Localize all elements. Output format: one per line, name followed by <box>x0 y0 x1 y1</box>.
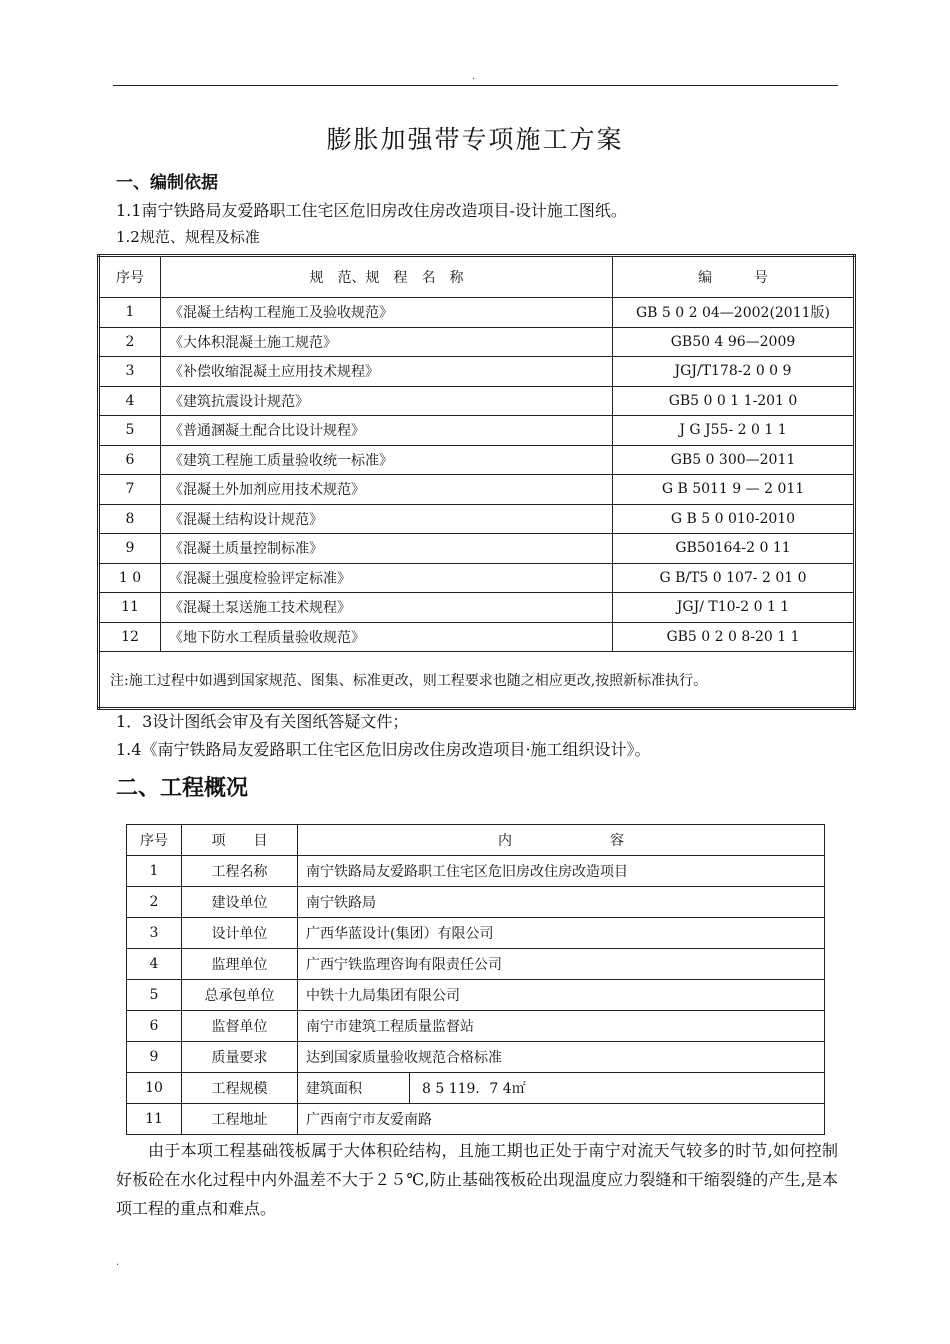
row-number: 5 <box>127 980 182 1011</box>
item-label: 质量要求 <box>182 1042 298 1073</box>
item-label: 工程名称 <box>182 856 298 887</box>
building-area-label: 建筑面积 <box>298 1073 410 1104</box>
table-row <box>99 504 855 534</box>
table-row <box>127 887 825 918</box>
item-label: 监理单位 <box>182 949 298 980</box>
row-number: 5 <box>99 416 161 446</box>
row-number: 4 <box>99 386 161 416</box>
item-content: 南宁铁路局友爱路职工住宅区危旧房改住房改造项目 <box>298 856 825 887</box>
standard-name: 《混凝土质量控制标准》 <box>161 534 613 564</box>
table-row <box>127 1042 825 1073</box>
standard-code: J G J55- 2 0 1 1 <box>613 416 855 446</box>
row-number: 11 <box>127 1104 182 1135</box>
section1-heading: 一、编制依据 <box>116 173 218 193</box>
standard-name: 《大体积混凝土施工规范》 <box>161 327 613 357</box>
section1-item3: 1．3设计图纸会审及有关图纸答疑文件； <box>116 712 409 731</box>
table-row <box>127 980 825 1011</box>
item-label: 工程地址 <box>182 1104 298 1135</box>
standards-table-header <box>99 256 855 298</box>
section1-item1: 1.1南宁铁路局友爱路职工住宅区危旧房改住房改造项目-设计施工图纸。 <box>116 201 627 220</box>
row-number: 2 <box>127 887 182 918</box>
section2-heading: 二、工程概况 <box>116 776 249 801</box>
document-title: 膨胀加强带专项施工方案 <box>326 125 624 154</box>
section1-item2: 1.2规范、规程及标准 <box>116 228 260 246</box>
standard-code: G B 5 0 010-2010 <box>613 504 855 534</box>
table-row <box>99 357 855 387</box>
table-row <box>127 1011 825 1042</box>
row-number: 10 <box>127 1073 182 1104</box>
section1-item4: 1.4《南宁铁路局友爱路职工住宅区危旧房改住房改造项目·施工组织设计》。 <box>116 740 651 759</box>
table-row <box>99 475 855 505</box>
table-row <box>99 534 855 564</box>
header-cell: 序号 <box>127 825 182 856</box>
standard-name: 《地下防水工程质量验收规范》 <box>161 622 613 652</box>
standard-name: 《普通溷凝土配合比设计规程》 <box>161 416 613 446</box>
row-number: 3 <box>99 357 161 387</box>
item-label: 建设单位 <box>182 887 298 918</box>
standard-code: G B/T5 0 107- 2 01 0 <box>613 563 855 593</box>
header-dot: . <box>472 71 476 82</box>
row-number: 4 <box>127 949 182 980</box>
row-number: 1 <box>99 298 161 328</box>
item-label: 工程规模 <box>182 1073 298 1104</box>
standard-code: GB50164-2 0 11 <box>613 534 855 564</box>
standard-name: 《建筑抗震设计规范》 <box>161 386 613 416</box>
row-number: 1 0 <box>99 563 161 593</box>
header-cell: 项 目 <box>182 825 298 856</box>
standard-code: GB 5 0 2 04—2002(2011版) <box>613 298 855 328</box>
table-row <box>99 386 855 416</box>
table-row <box>127 918 825 949</box>
item-content: 广西华蓝设计(集团）有限公司 <box>298 918 825 949</box>
table-row <box>99 298 855 328</box>
item-content: 广西南宁市友爱南路 <box>298 1104 825 1135</box>
item-label: 监督单位 <box>182 1011 298 1042</box>
overview-table-header <box>127 825 825 856</box>
row-number: 6 <box>99 445 161 475</box>
table-note-row <box>99 652 855 709</box>
standard-code: GB50 4 96—2009 <box>613 327 855 357</box>
standard-code: GB5 0 0 1 1-201 0 <box>613 386 855 416</box>
standards-table <box>97 254 856 710</box>
item-content: 广西宁铁监理咨询有限责任公司 <box>298 949 825 980</box>
standard-name: 《混凝土泵送施工技术规程》 <box>161 593 613 623</box>
item-content: 南宁铁路局 <box>298 887 825 918</box>
table-row <box>127 1073 825 1104</box>
row-number: 1 <box>127 856 182 887</box>
table-row <box>99 563 855 593</box>
header-cell: 内 容 <box>298 825 825 856</box>
building-area-value: 8 5 119．7 4㎡ <box>410 1073 825 1104</box>
item-content: 达到国家质量验收规范合格标准 <box>298 1042 825 1073</box>
table-row <box>99 593 855 623</box>
row-number: 9 <box>99 534 161 564</box>
row-number: 12 <box>99 622 161 652</box>
table-row <box>99 445 855 475</box>
item-content: 南宁市建筑工程质量监督站 <box>298 1011 825 1042</box>
standard-name: 《混凝土外加剂应用技术规范》 <box>161 475 613 505</box>
table-row <box>127 949 825 980</box>
table-row <box>127 856 825 887</box>
row-number: 3 <box>127 918 182 949</box>
standard-name: 《补偿收缩混凝土应用技术规程》 <box>161 357 613 387</box>
table-note: 注:施工过程中如遇到国家规范、图集、标准更改，则工程要求也随之相应更改,按照新标准执行。 <box>99 652 855 709</box>
standard-code: JGJ/ T10-2 0 1 1 <box>613 593 855 623</box>
standard-name: 《混凝土结构工程施工及验收规范》 <box>161 298 613 328</box>
standard-code: GB5 0 2 0 8-20 1 1 <box>613 622 855 652</box>
header-rule <box>113 85 838 86</box>
table-row <box>99 327 855 357</box>
body-paragraph: 由于本项工程基础筏板属于大体积砼结构，且施工期也正处于南宁对流天气较多的时节,如何控制好板砼在水化过程中内外温差不大于２５℃,防止基础筏板砼出现温度应力裂缝和干缩裂缝的产生,是本项工程的重点和难点。 <box>116 1141 838 1218</box>
row-number: 6 <box>127 1011 182 1042</box>
standard-name: 《混凝土强度检验评定标准》 <box>161 563 613 593</box>
row-number: 2 <box>99 327 161 357</box>
overview-table <box>126 824 825 1135</box>
item-label: 设计单位 <box>182 918 298 949</box>
row-number: 8 <box>99 504 161 534</box>
row-number: 9 <box>127 1042 182 1073</box>
item-content: 中铁十九局集团有限公司 <box>298 980 825 1011</box>
header-cell: 规 范、规 程 名 称 <box>161 256 613 298</box>
header-cell: 序号 <box>99 256 161 298</box>
table-row <box>99 416 855 446</box>
footer-dot: . <box>116 1257 120 1268</box>
table-row <box>127 1104 825 1135</box>
header-cell: 编 号 <box>613 256 855 298</box>
row-number: 11 <box>99 593 161 623</box>
standard-name: 《建筑工程施工质量验收统一标准》 <box>161 445 613 475</box>
standard-code: JGJ/T178-2 0 0 9 <box>613 357 855 387</box>
row-number: 7 <box>99 475 161 505</box>
standard-code: GB5 0 300—2011 <box>613 445 855 475</box>
standard-code: G B 5011 9 — 2 011 <box>613 475 855 505</box>
item-label: 总承包单位 <box>182 980 298 1011</box>
standard-name: 《混凝土结构设计规范》 <box>161 504 613 534</box>
table-row <box>99 622 855 652</box>
